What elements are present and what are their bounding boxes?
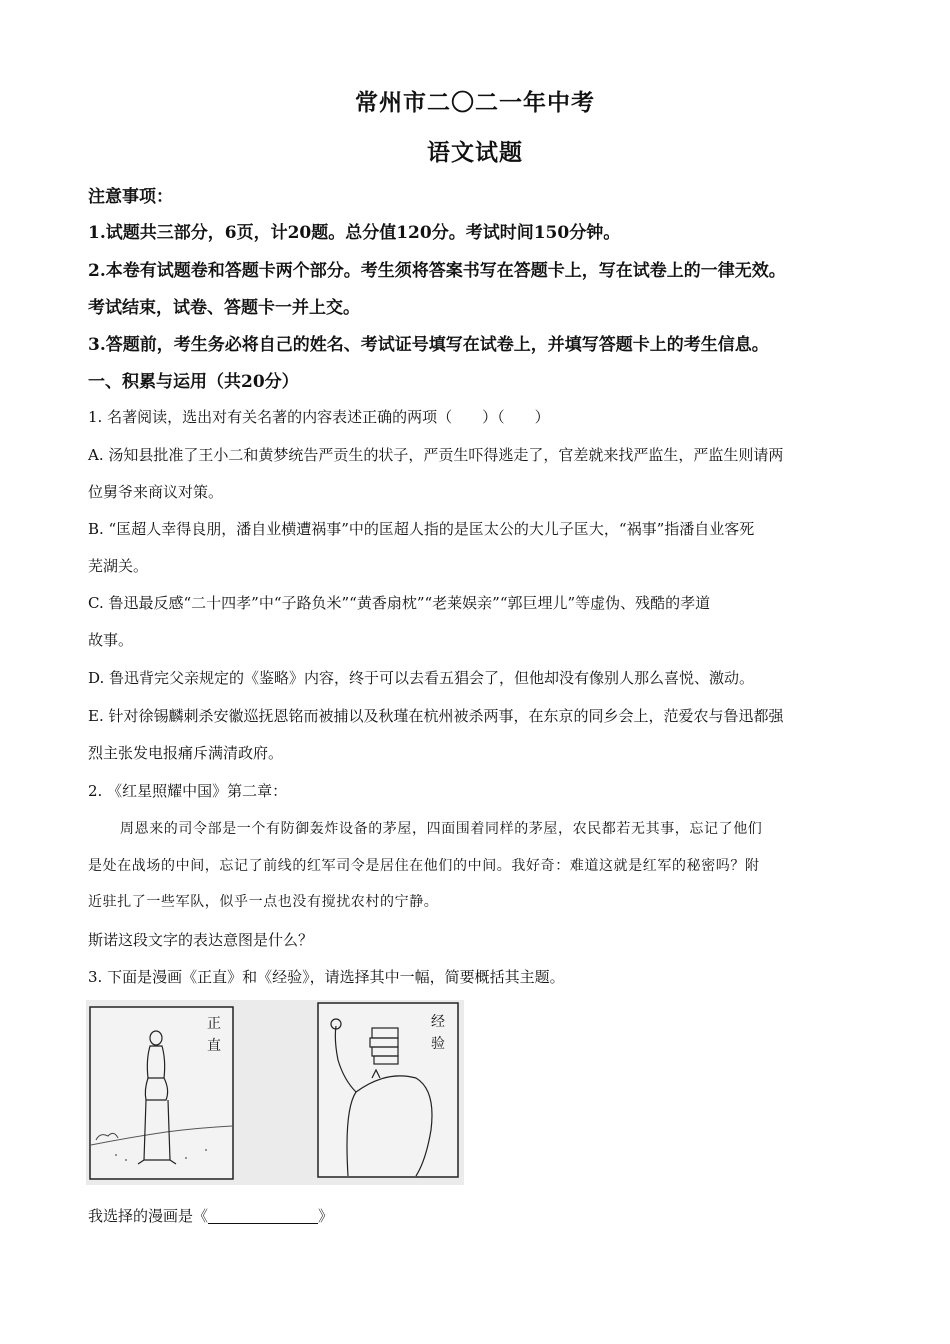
- question-2-passage-line: 是处在战场的中间，忘记了前线的红军司令是居住在他们的中间。我好奇：难道这就是红军的秘密吗？附: [88, 858, 760, 874]
- question-1-option-line: B. “匡超人幸得良朋，潘自业横遭祸事”中的匡超人指的是匡太公的大儿子匡大，“祸事”指潘自业客死: [88, 520, 755, 538]
- notice-item: 考试结束，试卷、答题卡一并上交。: [88, 298, 360, 318]
- notice-item: 3.答题前，考生务必将自己的姓名、考试证号填写在试卷上，并填写答题卡上的考生信息。: [88, 335, 769, 355]
- cartoon-image: [86, 1000, 464, 1185]
- question-1-option-line: 芜湖关。: [88, 557, 149, 575]
- question-1-option-line: 烈主张发电报痛斥满清政府。: [88, 744, 284, 762]
- question-1-option-line: A. 汤知县批准了王小二和黄梦统告严贡生的状子，严贡生吓得逃走了，官差就来找严监生，严监生则请两: [88, 446, 784, 464]
- notice-item: 1.试题共三部分，6页，计20题。总分值120分。考试时间150分钟。: [88, 223, 621, 243]
- page-subtitle: 语文试题: [427, 139, 523, 166]
- cartoon-right-label-char: 验: [431, 1036, 445, 1052]
- question-2-passage-line: 近驻扎了一些军队，似乎一点也没有搅扰农村的宁静。: [88, 894, 439, 910]
- section-heading: 一、积累与运用（共20分）: [88, 372, 299, 392]
- question-1-option-line: 故事。: [88, 631, 134, 649]
- question-1-option-line: E. 针对徐锡麟刺杀安徽巡抚恩铭而被捕以及秋瑾在杭州被杀两事，在东京的同乡会上，范爱农与鲁迅都强: [88, 707, 784, 725]
- question-1-option-line: D. 鲁迅背完父亲规定的《鉴略》内容，终于可以去看五猖会了，但他却没有像别人那么喜悦、激动。: [88, 669, 755, 687]
- question-2-stem: 2. 《红星照耀中国》第二章：: [88, 782, 288, 800]
- cartoon-drawing: [86, 1000, 464, 1185]
- cartoon-left-frame: [90, 1007, 233, 1179]
- answer-blank[interactable]: [208, 1208, 318, 1224]
- cartoon-left-label-char: 直: [207, 1038, 221, 1054]
- question-1-option-line: 位舅爷来商议对策。: [88, 483, 224, 501]
- question-2-passage-line: 周恩来的司令部是一个有防御轰炸设备的茅屋，四面围着同样的茅屋，农民都若无其事，忘记了他们: [120, 821, 763, 837]
- question-3-answer-line: [88, 1205, 878, 1226]
- answer-suffix: 》: [318, 1207, 334, 1225]
- page-title: 常州市二〇二一年中考: [355, 89, 595, 116]
- question-1-stem: 1. 名著阅读，选出对有关名著的内容表述正确的两项（ ）（ ）: [88, 408, 550, 426]
- cartoon-right-label-char: 经: [431, 1014, 445, 1030]
- notice-item: 2.本卷有试题卷和答题卡两个部分。考生须将答案书写在答题卡上，写在试卷上的一律无效。: [88, 261, 786, 281]
- question-2-prompt: 斯诺这段文字的表达意图是什么？: [88, 931, 314, 949]
- notice-heading: 注意事项：: [88, 187, 173, 207]
- question-3-stem: 3. 下面是漫画《正直》和《经验》，请选择其中一幅，简要概括其主题。: [88, 968, 565, 986]
- question-1-option-line: C. 鲁迅最反感“二十四孝”中“子路负米”“黄香扇枕”“老莱娱亲”“郭巨埋儿”等虚伪、残酷的孝道: [88, 594, 711, 612]
- cartoon-left-label-char: 正: [207, 1016, 221, 1032]
- answer-prefix: 我选择的漫画是《: [88, 1207, 209, 1225]
